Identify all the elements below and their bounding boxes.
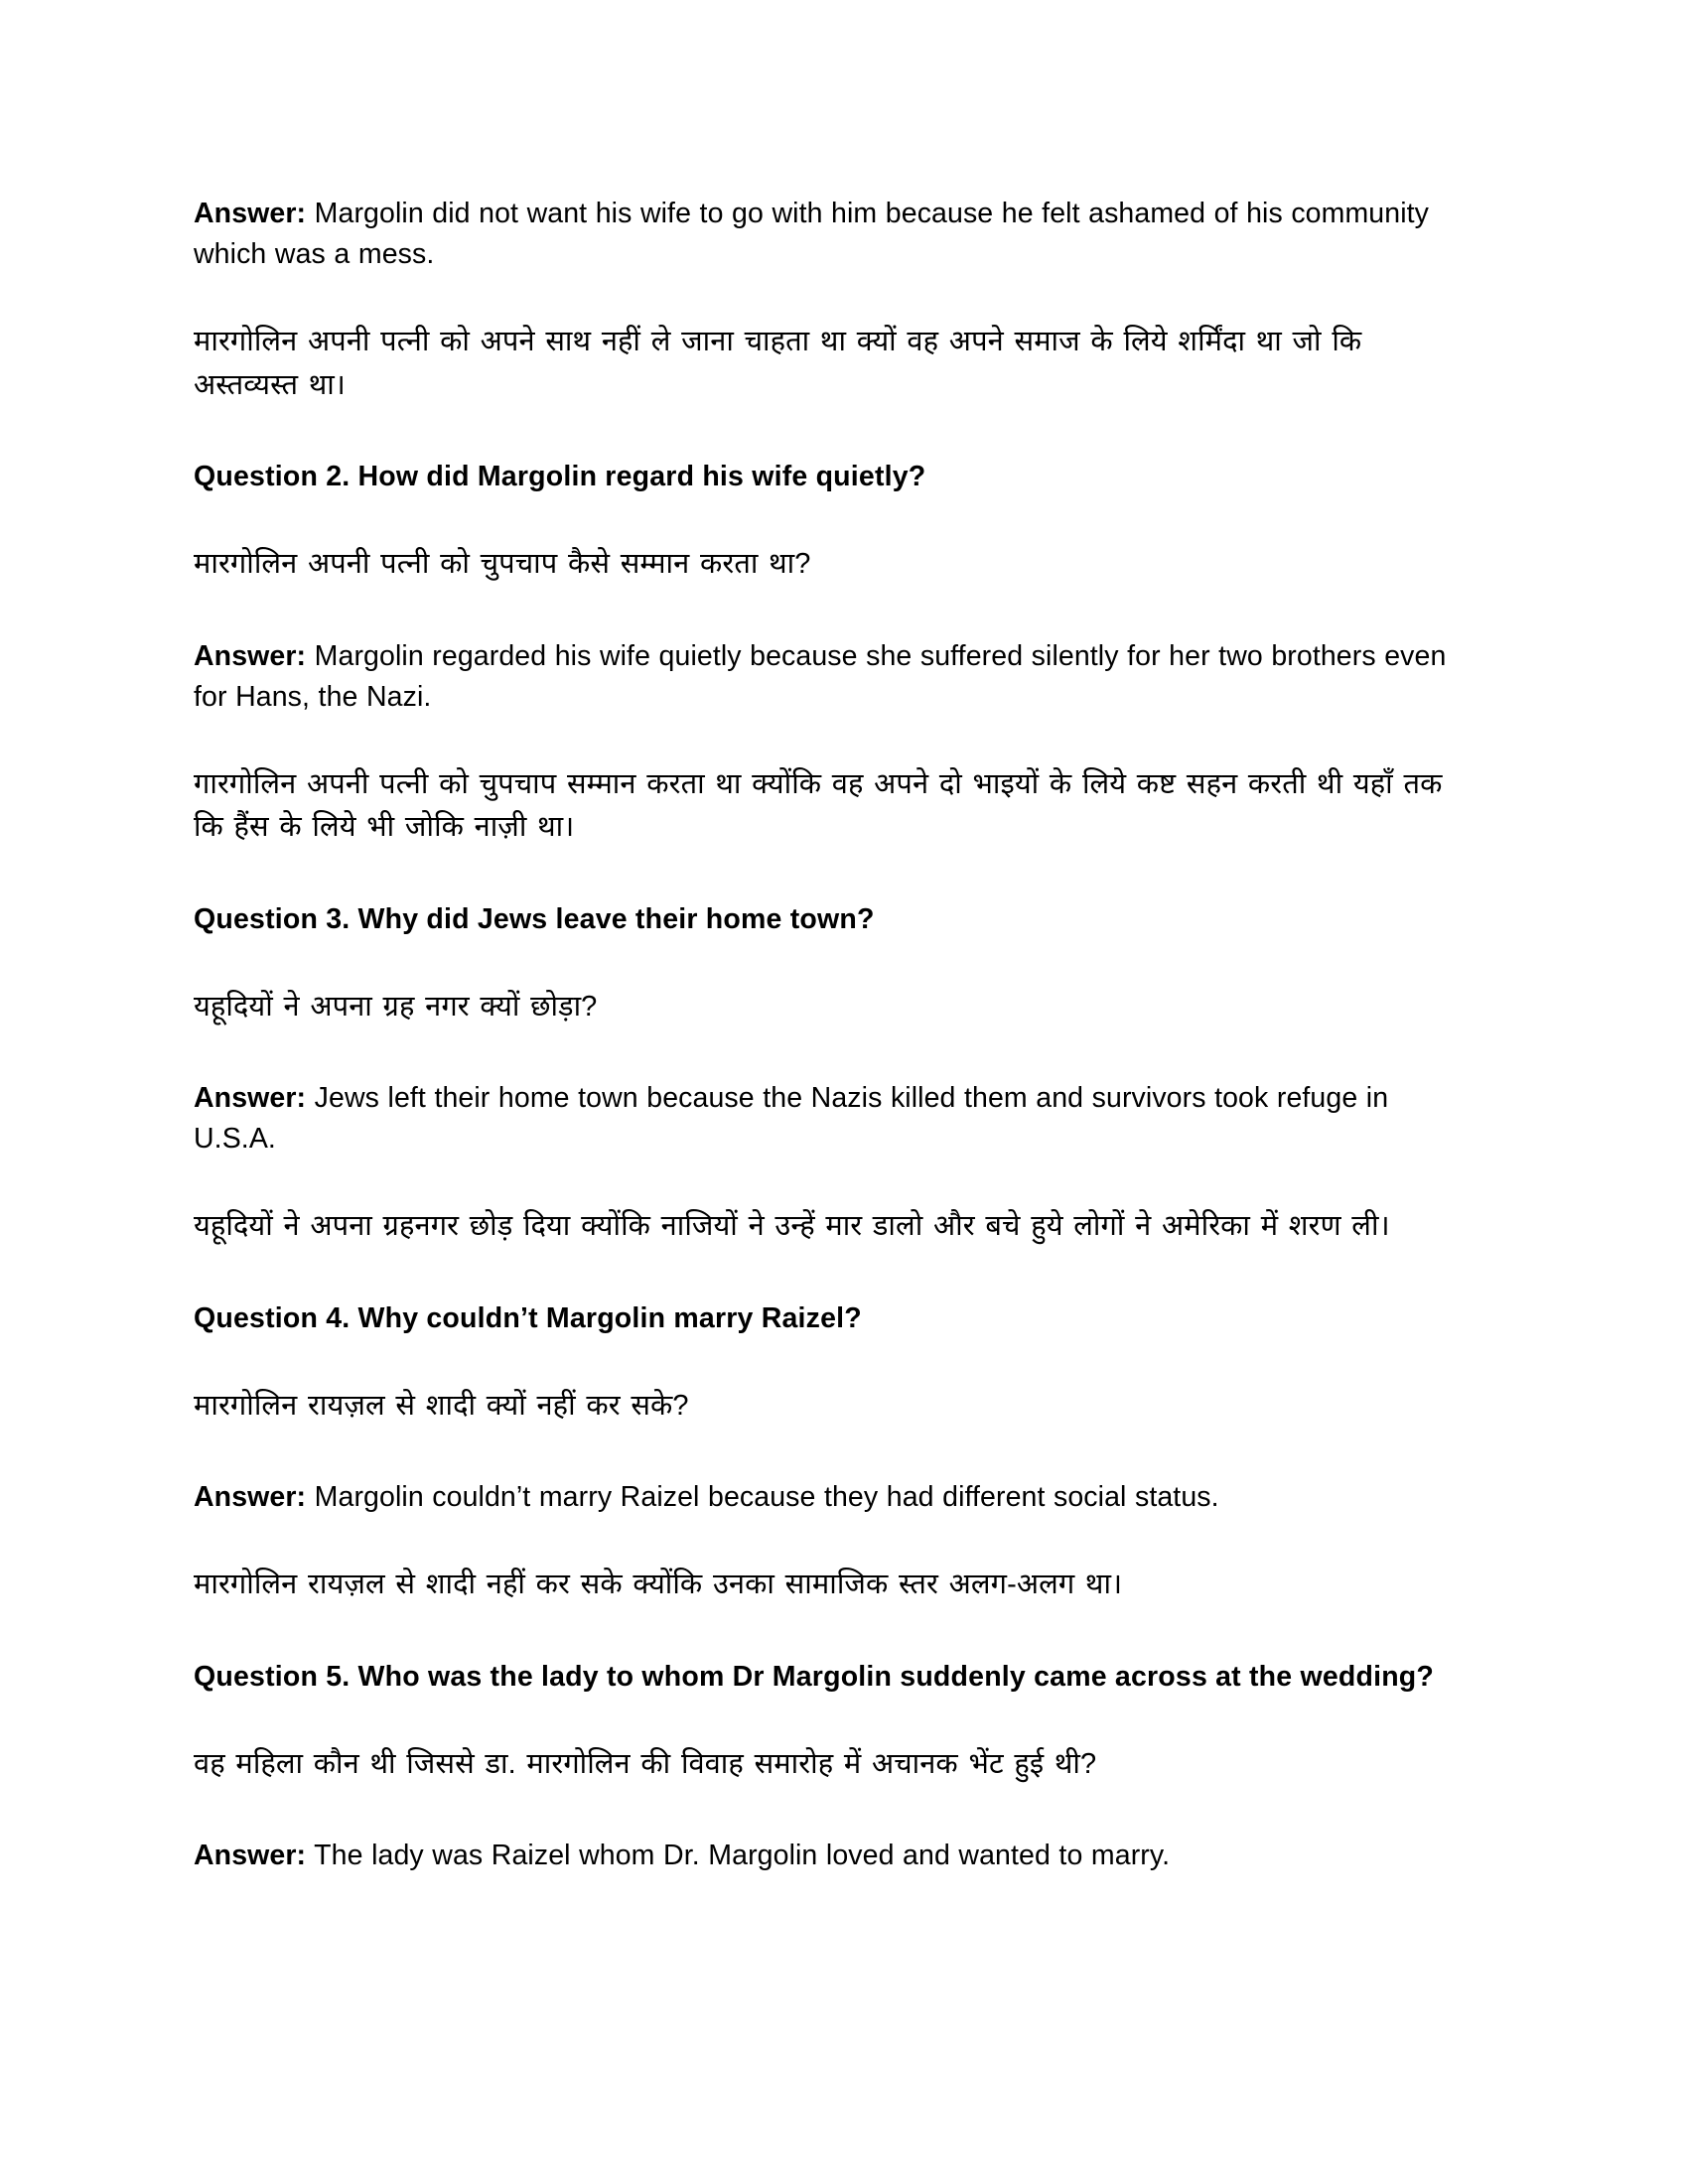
answer-label: Answer: (194, 639, 307, 672)
question-heading-hindi: मारगोलिन अपनी पत्नी को चुपचाप कैसे सम्मान करता था? (194, 548, 811, 581)
answer-block-hindi (194, 1564, 1475, 1607)
answer-paragraph (194, 194, 1475, 275)
answer-paragraph (194, 1836, 1475, 1876)
answer-text: The lady was Raizel whom Dr. Margolin loved and wanted to marry. (306, 1840, 1171, 1872)
answer-block (194, 194, 1475, 275)
question-block (194, 899, 1475, 940)
answer-paragraph (194, 1078, 1475, 1160)
question-heading-hindi: यहूदियों ने अपना ग्रह नगर क्यों छोड़ा? (194, 990, 598, 1023)
question-heading: Question 2. How did Margolin regard his wife quietly? (194, 461, 926, 493)
answer-block (194, 1078, 1475, 1160)
question-block (194, 457, 1475, 497)
answer-label: Answer: (194, 198, 307, 229)
question-heading: Question 3. Why did Jews leave their home town? (194, 902, 875, 935)
question-block-hindi (194, 986, 1475, 1029)
question-block-hindi (194, 1385, 1475, 1429)
answer-text: Margolin couldn’t marry Raizel because they had different social status. (306, 1481, 1219, 1514)
answer-text: Jews left their home town because the Nazis killed them and survivors took refuge in U.S.A. (194, 1082, 1389, 1156)
answer-paragraph-hindi: मारगोलिन अपनी पत्नी को अपने साथ नहीं ले जाना चाहता था क्यों वह अपने समाज के लिये शर्मिंदा था जो कि अस्तव्यस्त था। (194, 326, 1362, 401)
answer-label: Answer: (194, 1840, 307, 1872)
answer-block (194, 1477, 1475, 1518)
question-block (194, 1298, 1475, 1339)
answer-paragraph-hindi: यहूदियों ने अपना ग्रहनगर छोड़ दिया क्योंकि नाजियों ने उन्हें मार डालो और बचे हुये लोगों ने अमेरिका में शरण ली। (194, 1210, 1390, 1243)
answer-label: Answer: (194, 1481, 307, 1514)
answer-label: Answer: (194, 1082, 307, 1115)
answer-block (194, 636, 1475, 718)
answer-paragraph (194, 1477, 1475, 1518)
document-body (194, 194, 1475, 1876)
answer-paragraph (194, 636, 1475, 718)
question-block (194, 1657, 1475, 1698)
answer-block-hindi (194, 763, 1475, 850)
question-heading-hindi: वह महिला कौन थी जिससे डा. मारगोलिन की विवाह समारोह में अचानक भेंट हुई थी? (194, 1747, 1097, 1780)
answer-paragraph-hindi: गारगोलिन अपनी पत्नी को चुपचाप सम्मान करता था क्योंकि वह अपने दो भाइयों के लिये कष्ट सहन करती थी यहाँ तक कि हैंस के लिये भी जोकि नाज़ी था। (194, 767, 1443, 844)
question-heading-hindi: मारगोलिन रायज़ल से शादी क्यों नहीं कर सके? (194, 1389, 689, 1422)
answer-block-hindi (194, 321, 1475, 407)
question-block-hindi (194, 1743, 1475, 1787)
question-block-hindi (194, 543, 1475, 587)
answer-text: Margolin did not want his wife to go with him because he felt ashamed of his community which was a mess. (194, 198, 1429, 271)
answer-paragraph-hindi: मारगोलिन रायज़ल से शादी नहीं कर सके क्योंकि उनका सामाजिक स्तर अलग-अलग था। (194, 1569, 1123, 1601)
answer-block-hindi (194, 1205, 1475, 1249)
question-heading: Question 4. Why couldn’t Margolin marry Raizel? (194, 1301, 862, 1334)
answer-text: Margolin regarded his wife quietly because she suffered silently for her two brothers even for Hans, the Nazi. (194, 639, 1447, 713)
question-heading: Question 5. Who was the lady to whom Dr Margolin suddenly came across at the wedding? (194, 1660, 1435, 1693)
answer-block (194, 1836, 1475, 1876)
